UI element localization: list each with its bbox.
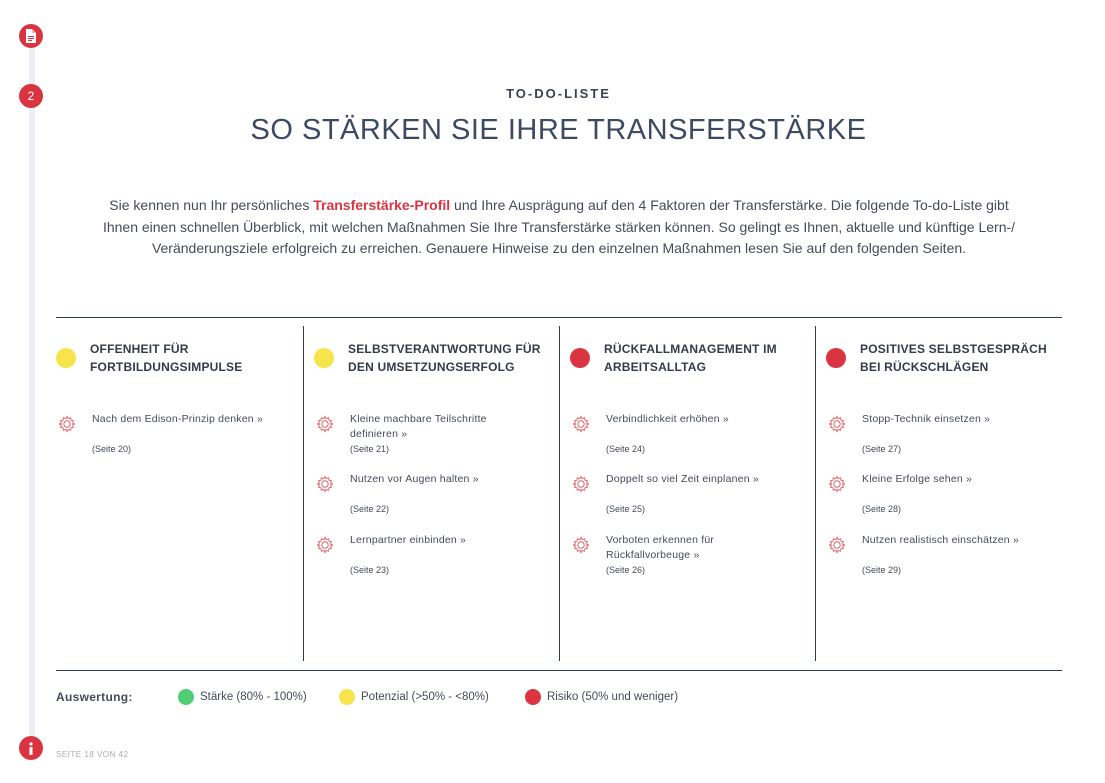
action-item[interactable] <box>827 413 1054 464</box>
factor-column <box>56 326 301 661</box>
action-item[interactable] <box>315 413 550 464</box>
action-item[interactable] <box>57 413 292 464</box>
gear-icon <box>827 414 847 434</box>
page-reference: (Seite 25) <box>606 504 646 514</box>
page-reference: (Seite 24) <box>606 444 646 454</box>
gear-icon <box>315 474 335 494</box>
action-item[interactable] <box>315 534 550 585</box>
action-link[interactable]: Kleine machbare Teilschritte definieren » <box>350 413 487 440</box>
page-reference: (Seite 29) <box>862 565 902 575</box>
gear-icon <box>571 535 591 555</box>
column-title: POSITIVES SELBSTGESPRÄCH BEI RÜCKSCHLÄGEN <box>860 342 1047 374</box>
legend-item-potential: Potenzial (>50% - <80%) <box>339 688 489 706</box>
info-icon[interactable] <box>19 736 43 760</box>
action-link[interactable]: Nutzen realistisch einschätzen » <box>862 534 1019 546</box>
legend-label: Auswertung: <box>56 690 133 704</box>
legend-item-strength: Stärke (80% - 100%) <box>178 688 307 706</box>
action-link[interactable]: Nutzen vor Augen halten » <box>350 473 479 485</box>
gear-icon <box>827 474 847 494</box>
step-indicator[interactable]: 2 <box>19 84 43 108</box>
action-item[interactable] <box>315 473 550 524</box>
gear-icon <box>315 535 335 555</box>
action-link[interactable]: Verbindlichkeit erhöhen » <box>606 413 729 425</box>
page-reference: (Seite 20) <box>92 444 132 454</box>
status-dot <box>570 348 590 368</box>
legend-item-risk: Risiko (50% und weniger) <box>525 688 678 706</box>
action-item[interactable] <box>571 413 806 464</box>
table-bottom-divider <box>56 670 1062 671</box>
action-link[interactable]: Lernpartner einbinden » <box>350 534 467 546</box>
page-reference: (Seite 26) <box>606 565 646 575</box>
status-dot-green <box>178 689 194 705</box>
page-title: SO STÄRKEN SIE IHRE TRANSFERSTÄRKE <box>250 114 867 146</box>
column-title: OFFENHEIT FÜR FORTBILDUNGSIMPULSE <box>90 342 243 374</box>
action-item[interactable] <box>827 473 1054 524</box>
action-link[interactable]: Stopp-Technik einsetzen » <box>862 413 991 425</box>
action-link[interactable]: Doppelt so viel Zeit einplanen » <box>606 473 759 485</box>
action-link[interactable]: Nach dem Edison-Prinzip denken » <box>92 413 263 425</box>
profile-link[interactable]: Transferstärke-Profil <box>313 197 451 213</box>
page-reference: (Seite 23) <box>350 565 390 575</box>
section-kicker: TO-DO-LISTE <box>506 86 611 101</box>
column-title: RÜCKFALLMANAGEMENT IM ARBEITSALLTAG <box>604 342 777 374</box>
action-item[interactable] <box>827 534 1054 585</box>
status-dot <box>56 348 76 368</box>
document-icon[interactable] <box>19 24 43 48</box>
factor-column <box>815 326 1063 661</box>
gear-icon <box>315 414 335 434</box>
page-reference: (Seite 21) <box>350 444 390 454</box>
status-dot-yellow <box>339 689 355 705</box>
status-dot-red <box>525 689 541 705</box>
gear-icon <box>827 535 847 555</box>
page-number: SEITE 18 VON 42 <box>56 750 129 759</box>
status-dot <box>314 348 334 368</box>
gear-icon <box>571 474 591 494</box>
gear-icon <box>57 414 77 434</box>
factor-column <box>559 326 815 661</box>
intro-paragraph: Sie kennen nun Ihr persönliches Transferstärke-Profil und Ihre Ausprägung auf den 4 Faktoren der Transferstärke. Die folgende To-do-Liste gibt Ihnen einen schnellen Überblick, mit welchen Maßnahmen Sie Ihre Transferstärke stärken können. So gelingt es Ihnen, aktuelle und künftige Lern-/ Veränderungsziele erfolgreich zu erreichen. Genauere Hinweise zu den einzelnen Maßnahmen lesen Sie auf den folgenden Seiten. <box>102 197 1016 256</box>
page-reference: (Seite 22) <box>350 504 390 514</box>
action-item[interactable] <box>571 534 806 585</box>
page-reference: (Seite 28) <box>862 504 902 514</box>
status-dot <box>826 348 846 368</box>
action-link[interactable]: Vorboten erkennen für Rückfallvorbeuge » <box>606 534 715 561</box>
gear-icon <box>571 414 591 434</box>
column-title: SELBSTVERANTWORTUNG FÜR DEN UMSETZUNGSERFOLG <box>348 342 541 374</box>
factor-column <box>303 326 559 661</box>
page-reference: (Seite 27) <box>862 444 902 454</box>
action-link[interactable]: Kleine Erfolge sehen » <box>862 473 973 485</box>
action-item[interactable] <box>571 473 806 524</box>
table-top-divider <box>56 317 1062 318</box>
